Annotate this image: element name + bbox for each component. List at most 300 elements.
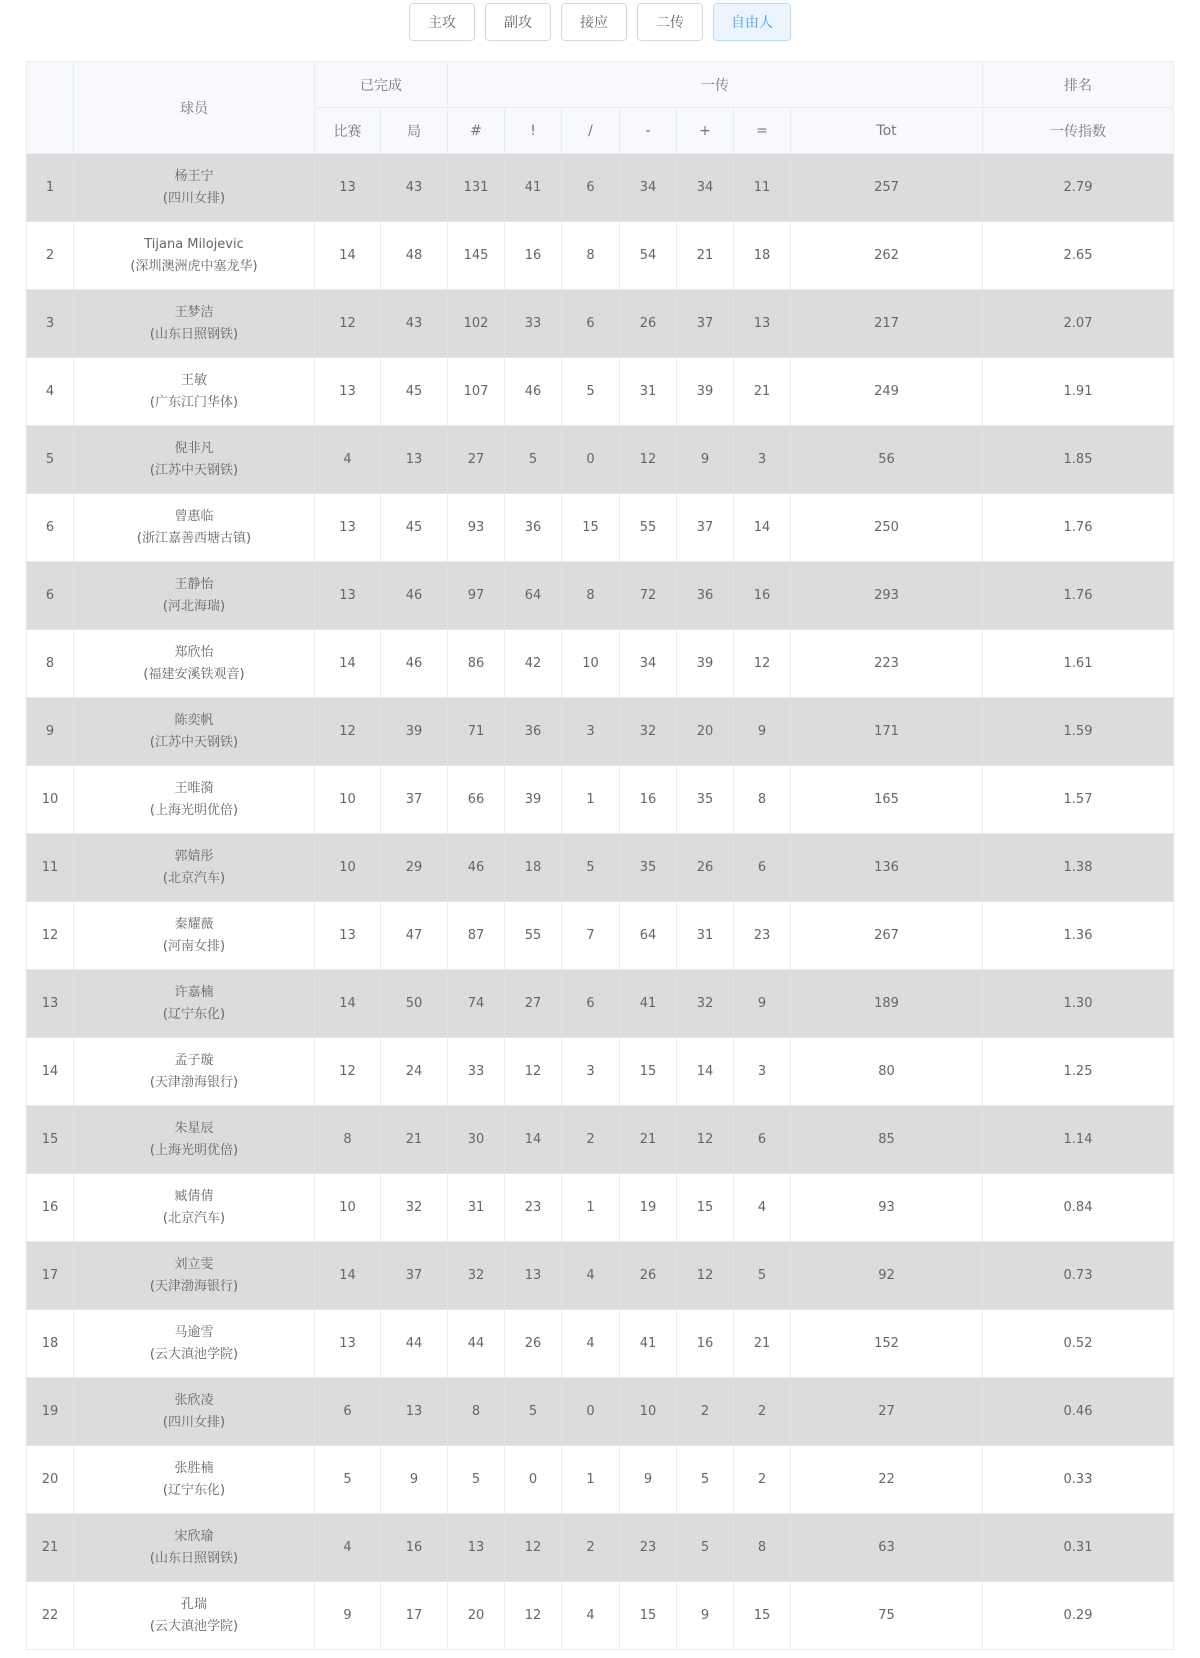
sets-cell: 17 [381, 1582, 448, 1650]
minus-cell: 72 [620, 562, 677, 630]
matches-cell: 13 [315, 562, 381, 630]
perfect-cell: 87 [448, 902, 505, 970]
error-cell: 5 [734, 1242, 791, 1310]
plus-cell: 21 [677, 222, 734, 290]
slash-cell: 6 [562, 154, 620, 222]
player-team: (北京汽车) [162, 1210, 226, 1226]
error-cell: 9 [734, 698, 791, 766]
plus-cell: 36 [677, 562, 734, 630]
sets-cell: 37 [381, 766, 448, 834]
index-cell: 1.76 [983, 494, 1174, 562]
minus-cell: 15 [620, 1582, 677, 1650]
player-cell [74, 426, 315, 494]
perfect-cell: 71 [448, 698, 505, 766]
player-team: (天津渤海银行) [149, 1278, 239, 1294]
error-cell: 21 [734, 1310, 791, 1378]
player-cell [74, 290, 315, 358]
minus-cell: 16 [620, 766, 677, 834]
index-cell: 1.85 [983, 426, 1174, 494]
position-tabs [0, 3, 1200, 41]
matches-cell: 4 [315, 1514, 381, 1582]
plus-cell: 15 [677, 1174, 734, 1242]
sets-cell: 47 [381, 902, 448, 970]
matches-cell: 13 [315, 1310, 381, 1378]
player-team: (浙江嘉善西塘古镇) [136, 530, 252, 546]
slash-cell: 8 [562, 222, 620, 290]
perfect-cell: 107 [448, 358, 505, 426]
minus-cell: 64 [620, 902, 677, 970]
sets-cell: 48 [381, 222, 448, 290]
minus-cell: 26 [620, 290, 677, 358]
sets-cell: 44 [381, 1310, 448, 1378]
rank-cell: 10 [27, 766, 74, 834]
matches-cell: 9 [315, 1582, 381, 1650]
plus-cell: 5 [677, 1514, 734, 1582]
matches-cell: 14 [315, 222, 381, 290]
perfect-cell: 33 [448, 1038, 505, 1106]
excellent-cell: 13 [505, 1242, 562, 1310]
index-cell: 1.91 [983, 358, 1174, 426]
player-name[interactable]: Tijana Milojevic [144, 236, 244, 252]
player-column-header[interactable]: 球员 [74, 62, 315, 154]
player-team: (深圳澳洲虎中塞龙华) [130, 258, 258, 274]
excellent-cell: 46 [505, 358, 562, 426]
error-cell: 6 [734, 834, 791, 902]
sets-cell: 50 [381, 970, 448, 1038]
tot-cell: 165 [791, 766, 983, 834]
sets-cell: 32 [381, 1174, 448, 1242]
slash-cell: 15 [562, 494, 620, 562]
sets-cell: 9 [381, 1446, 448, 1514]
index-cell: 1.36 [983, 902, 1174, 970]
player-name[interactable]: 刘立雯 [174, 1256, 214, 1272]
minus-cell: 26 [620, 1242, 677, 1310]
rank-cell: 8 [27, 630, 74, 698]
slash-cell: 4 [562, 1310, 620, 1378]
rank-cell: 20 [27, 1446, 74, 1514]
excellent-cell: 41 [505, 154, 562, 222]
table-row[interactable] [27, 630, 1174, 698]
player-cell [74, 154, 315, 222]
table-row[interactable] [27, 766, 1174, 834]
slash-cell: 6 [562, 290, 620, 358]
perfect-cell: 74 [448, 970, 505, 1038]
player-cell [74, 1378, 315, 1446]
rank-cell: 12 [27, 902, 74, 970]
matches-cell: 10 [315, 1174, 381, 1242]
table-row[interactable] [27, 1378, 1174, 1446]
completed-group-header: 已完成 [315, 62, 448, 108]
slash-cell: 2 [562, 1106, 620, 1174]
player-cell [74, 1514, 315, 1582]
sets-column-header[interactable]: 局 [381, 108, 448, 154]
table-row[interactable] [27, 902, 1174, 970]
player-cell [74, 1174, 315, 1242]
sets-cell: 39 [381, 698, 448, 766]
plus-cell: 14 [677, 1038, 734, 1106]
rank-cell: 21 [27, 1514, 74, 1582]
player-name[interactable]: 孔瑞 [180, 1596, 207, 1612]
perfect-cell: 13 [448, 1514, 505, 1582]
rank-cell: 11 [27, 834, 74, 902]
rank-cell: 3 [27, 290, 74, 358]
player-name[interactable]: 王敏 [180, 372, 207, 388]
table-row[interactable] [27, 494, 1174, 562]
plus-cell: 12 [677, 1242, 734, 1310]
matches-cell: 10 [315, 834, 381, 902]
error-cell: 21 [734, 358, 791, 426]
tot-cell: 262 [791, 222, 983, 290]
table-row[interactable] [27, 222, 1174, 290]
tab-4[interactable]: 自由人 [713, 3, 791, 41]
error-cell: 3 [734, 1038, 791, 1106]
tab-3[interactable]: 二传 [637, 3, 703, 41]
player-name[interactable]: 秦耀薇 [174, 916, 214, 932]
table-row[interactable] [27, 426, 1174, 494]
matches-column-header[interactable]: 比赛 [315, 108, 381, 154]
sets-cell: 21 [381, 1106, 448, 1174]
error-cell: 6 [734, 1106, 791, 1174]
rank-cell: 18 [27, 1310, 74, 1378]
index-cell: 1.38 [983, 834, 1174, 902]
index-cell: 0.46 [983, 1378, 1174, 1446]
matches-cell: 14 [315, 970, 381, 1038]
player-name[interactable]: 杨王宁 [174, 168, 214, 184]
excellent-cell: 33 [505, 290, 562, 358]
rank-cell: 2 [27, 222, 74, 290]
player-team: (天津渤海银行) [149, 1074, 239, 1090]
index-cell: 1.57 [983, 766, 1174, 834]
excellent-cell: 12 [505, 1038, 562, 1106]
plus-cell: 37 [677, 494, 734, 562]
slash-cell: 1 [562, 1174, 620, 1242]
tot-column-header[interactable]: Tot [791, 108, 983, 154]
tot-cell: 63 [791, 1514, 983, 1582]
excellent-cell: 12 [505, 1582, 562, 1650]
perfect-cell: 97 [448, 562, 505, 630]
table-row[interactable] [27, 1310, 1174, 1378]
matches-cell: 13 [315, 902, 381, 970]
excellent-cell: 27 [505, 970, 562, 1038]
slash-cell: 3 [562, 698, 620, 766]
player-name[interactable]: 曾惠临 [174, 508, 214, 524]
player-team: (云大滇池学院) [149, 1346, 239, 1362]
perfect-cell: 32 [448, 1242, 505, 1310]
rank-column-header [27, 62, 74, 154]
error-cell: 12 [734, 630, 791, 698]
error-cell: 8 [734, 766, 791, 834]
minus-cell: 54 [620, 222, 677, 290]
matches-cell: 12 [315, 290, 381, 358]
tot-cell: 293 [791, 562, 983, 630]
perfect-column-header[interactable]: # [448, 108, 505, 154]
player-name[interactable]: 许嘉楠 [174, 984, 214, 1000]
minus-cell: 34 [620, 630, 677, 698]
player-cell [74, 1446, 315, 1514]
matches-cell: 13 [315, 154, 381, 222]
slash-cell: 0 [562, 426, 620, 494]
tab-1[interactable]: 副攻 [485, 3, 551, 41]
perfect-cell: 66 [448, 766, 505, 834]
player-cell [74, 358, 315, 426]
perfect-cell: 102 [448, 290, 505, 358]
minus-cell: 32 [620, 698, 677, 766]
error-cell: 23 [734, 902, 791, 970]
player-cell [74, 494, 315, 562]
rank-cell: 15 [27, 1106, 74, 1174]
player-name[interactable]: 郑欣怡 [174, 644, 214, 660]
player-team: (福建安溪铁观音) [143, 666, 245, 682]
sets-cell: 43 [381, 290, 448, 358]
tot-cell: 152 [791, 1310, 983, 1378]
plus-cell: 34 [677, 154, 734, 222]
tot-cell: 93 [791, 1174, 983, 1242]
error-cell: 9 [734, 970, 791, 1038]
table-row[interactable] [27, 1106, 1174, 1174]
error-cell: 3 [734, 426, 791, 494]
index-cell: 1.61 [983, 630, 1174, 698]
error-column-header[interactable]: = [734, 108, 791, 154]
perfect-cell: 93 [448, 494, 505, 562]
player-name[interactable]: 朱星辰 [174, 1120, 214, 1136]
player-team: (四川女排) [162, 1414, 226, 1430]
excellent-cell: 12 [505, 1514, 562, 1582]
minus-cell: 55 [620, 494, 677, 562]
perfect-cell: 30 [448, 1106, 505, 1174]
matches-cell: 5 [315, 1446, 381, 1514]
matches-cell: 12 [315, 1038, 381, 1106]
player-name[interactable]: 王静怡 [174, 576, 214, 592]
matches-cell: 8 [315, 1106, 381, 1174]
sets-cell: 43 [381, 154, 448, 222]
minus-cell: 10 [620, 1378, 677, 1446]
perfect-cell: 131 [448, 154, 505, 222]
table-row[interactable] [27, 1038, 1174, 1106]
slash-cell: 4 [562, 1582, 620, 1650]
table-row[interactable] [27, 1242, 1174, 1310]
sets-cell: 16 [381, 1514, 448, 1582]
player-team: (北京汽车) [162, 870, 226, 886]
excellent-cell: 42 [505, 630, 562, 698]
excellent-cell: 14 [505, 1106, 562, 1174]
player-name[interactable]: 宋欣瑜 [174, 1528, 214, 1544]
table-header [27, 62, 1174, 154]
player-name[interactable]: 张欣凌 [174, 1392, 214, 1408]
perfect-cell: 145 [448, 222, 505, 290]
player-cell [74, 1310, 315, 1378]
slash-cell: 7 [562, 902, 620, 970]
tot-cell: 217 [791, 290, 983, 358]
rank-cell: 22 [27, 1582, 74, 1650]
matches-cell: 10 [315, 766, 381, 834]
first-pass-group-header: 一传 [448, 62, 983, 108]
tot-cell: 27 [791, 1378, 983, 1446]
player-team: (山东日照钢铁) [149, 326, 239, 342]
slash-cell: 4 [562, 1242, 620, 1310]
player-name[interactable]: 陈奕帆 [174, 712, 214, 728]
excellent-cell: 39 [505, 766, 562, 834]
table-row[interactable] [27, 1514, 1174, 1582]
player-team: (辽宁东化) [162, 1482, 226, 1498]
index-cell: 1.76 [983, 562, 1174, 630]
table-row[interactable] [27, 1446, 1174, 1514]
player-name[interactable]: 王唯漪 [174, 780, 214, 796]
index-cell: 2.79 [983, 154, 1174, 222]
sets-cell: 45 [381, 494, 448, 562]
table-row[interactable] [27, 698, 1174, 766]
plus-cell: 37 [677, 290, 734, 358]
plus-cell: 31 [677, 902, 734, 970]
table-row[interactable] [27, 1174, 1174, 1242]
player-cell [74, 902, 315, 970]
index-cell: 0.73 [983, 1242, 1174, 1310]
sets-cell: 46 [381, 562, 448, 630]
player-cell [74, 766, 315, 834]
player-name[interactable]: 倪非凡 [174, 440, 214, 456]
player-team: (山东日照钢铁) [149, 1550, 239, 1566]
excellent-cell: 0 [505, 1446, 562, 1514]
excellent-cell: 23 [505, 1174, 562, 1242]
error-cell: 2 [734, 1378, 791, 1446]
plus-cell: 16 [677, 1310, 734, 1378]
table-row[interactable] [27, 1582, 1174, 1650]
index-cell: 1.59 [983, 698, 1174, 766]
error-cell: 14 [734, 494, 791, 562]
player-name[interactable]: 臧倩倩 [174, 1188, 214, 1204]
minus-cell: 9 [620, 1446, 677, 1514]
rank-cell: 1 [27, 154, 74, 222]
minus-cell: 41 [620, 1310, 677, 1378]
table-row[interactable] [27, 154, 1174, 222]
plus-column-header[interactable]: + [677, 108, 734, 154]
rank-cell: 6 [27, 494, 74, 562]
error-cell: 8 [734, 1514, 791, 1582]
excellent-column-header[interactable]: ! [505, 108, 562, 154]
excellent-cell: 55 [505, 902, 562, 970]
table-row[interactable] [27, 290, 1174, 358]
error-cell: 16 [734, 562, 791, 630]
slash-cell: 5 [562, 834, 620, 902]
excellent-cell: 5 [505, 1378, 562, 1446]
player-name[interactable]: 孟子璇 [174, 1052, 214, 1068]
player-team: (四川女排) [162, 190, 226, 206]
player-name[interactable]: 张胜楠 [174, 1460, 214, 1476]
player-name[interactable]: 王梦洁 [174, 304, 214, 320]
player-cell [74, 1582, 315, 1650]
tot-cell: 267 [791, 902, 983, 970]
tot-cell: 249 [791, 358, 983, 426]
index-column-header[interactable]: 一传指数 [983, 108, 1174, 154]
table-row[interactable] [27, 834, 1174, 902]
perfect-cell: 86 [448, 630, 505, 698]
tot-cell: 22 [791, 1446, 983, 1514]
table-row[interactable] [27, 562, 1174, 630]
player-cell [74, 222, 315, 290]
excellent-cell: 36 [505, 698, 562, 766]
perfect-cell: 44 [448, 1310, 505, 1378]
index-cell: 0.52 [983, 1310, 1174, 1378]
plus-cell: 39 [677, 630, 734, 698]
player-cell [74, 630, 315, 698]
matches-cell: 12 [315, 698, 381, 766]
sets-cell: 13 [381, 1378, 448, 1446]
rank-cell: 6 [27, 562, 74, 630]
slash-cell: 1 [562, 766, 620, 834]
tot-cell: 136 [791, 834, 983, 902]
player-name[interactable]: 郭婧彤 [174, 848, 214, 864]
plus-cell: 26 [677, 834, 734, 902]
plus-cell: 35 [677, 766, 734, 834]
index-cell: 0.84 [983, 1174, 1174, 1242]
error-cell: 2 [734, 1446, 791, 1514]
minus-cell: 12 [620, 426, 677, 494]
index-cell: 0.33 [983, 1446, 1174, 1514]
minus-column-header[interactable]: - [620, 108, 677, 154]
error-cell: 18 [734, 222, 791, 290]
minus-cell: 41 [620, 970, 677, 1038]
sets-cell: 29 [381, 834, 448, 902]
plus-cell: 12 [677, 1106, 734, 1174]
tot-cell: 223 [791, 630, 983, 698]
index-cell: 2.65 [983, 222, 1174, 290]
slash-cell: 1 [562, 1446, 620, 1514]
tot-cell: 80 [791, 1038, 983, 1106]
reception-stats-table-wrap [26, 61, 1173, 1650]
rank-cell: 17 [27, 1242, 74, 1310]
slash-cell: 2 [562, 1514, 620, 1582]
tot-cell: 189 [791, 970, 983, 1038]
error-cell: 15 [734, 1582, 791, 1650]
slash-cell: 0 [562, 1378, 620, 1446]
plus-cell: 20 [677, 698, 734, 766]
rank-cell: 19 [27, 1378, 74, 1446]
table-row[interactable] [27, 970, 1174, 1038]
player-team: (河南女排) [162, 938, 226, 954]
matches-cell: 14 [315, 630, 381, 698]
player-cell [74, 834, 315, 902]
sets-cell: 46 [381, 630, 448, 698]
tab-2[interactable]: 接应 [561, 3, 627, 41]
excellent-cell: 5 [505, 426, 562, 494]
slash-column-header[interactable]: / [562, 108, 620, 154]
minus-cell: 34 [620, 154, 677, 222]
perfect-cell: 46 [448, 834, 505, 902]
minus-cell: 35 [620, 834, 677, 902]
rank-cell: 5 [27, 426, 74, 494]
index-cell: 0.29 [983, 1582, 1174, 1650]
excellent-cell: 16 [505, 222, 562, 290]
matches-cell: 6 [315, 1378, 381, 1446]
player-name[interactable]: 马逾雪 [174, 1324, 214, 1340]
index-cell: 0.31 [983, 1514, 1174, 1582]
rank-cell: 13 [27, 970, 74, 1038]
index-cell: 1.30 [983, 970, 1174, 1038]
tot-cell: 56 [791, 426, 983, 494]
player-team: (河北海瑞) [162, 598, 226, 614]
excellent-cell: 26 [505, 1310, 562, 1378]
table-row[interactable] [27, 358, 1174, 426]
tab-0[interactable]: 主攻 [409, 3, 475, 41]
minus-cell: 19 [620, 1174, 677, 1242]
player-team: (上海光明优倍) [149, 802, 239, 818]
slash-cell: 10 [562, 630, 620, 698]
sets-cell: 24 [381, 1038, 448, 1106]
tot-cell: 75 [791, 1582, 983, 1650]
index-cell: 1.25 [983, 1038, 1174, 1106]
player-team: (江苏中天钢铁) [149, 462, 239, 478]
player-team: (江苏中天钢铁) [149, 734, 239, 750]
plus-cell: 9 [677, 1582, 734, 1650]
